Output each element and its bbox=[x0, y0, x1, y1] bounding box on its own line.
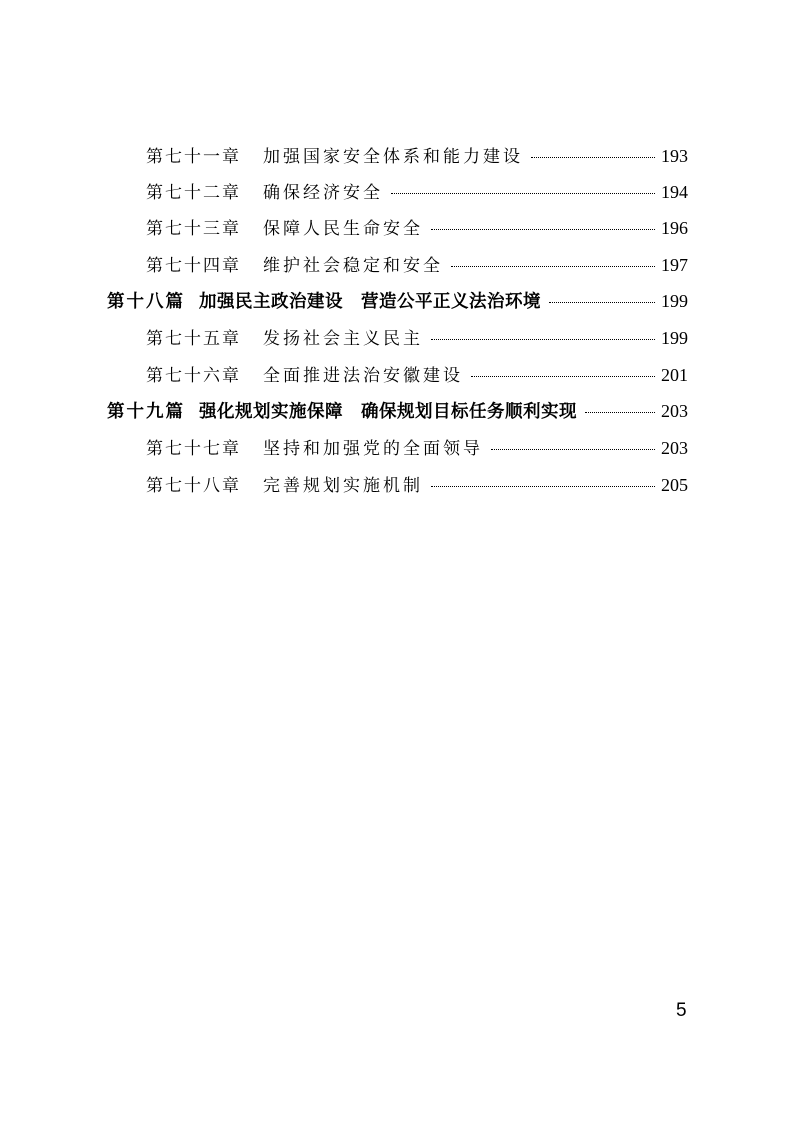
page-number: 194 bbox=[661, 182, 688, 202]
page-number: 193 bbox=[661, 146, 688, 166]
dot-leader bbox=[391, 193, 655, 194]
page-number: 203 bbox=[661, 438, 688, 458]
chapter-number: 第七十五章 bbox=[146, 329, 241, 349]
toc-entry-chapter-77[interactable] bbox=[146, 433, 688, 463]
toc-entry-chapter-71[interactable] bbox=[146, 141, 688, 171]
page-number: 199 bbox=[661, 328, 688, 348]
toc-entry-chapter-72[interactable] bbox=[146, 177, 688, 207]
chapter-title: 加强国家安全体系和能力建设 bbox=[263, 147, 523, 167]
chapter-title: 维护社会稳定和安全 bbox=[263, 256, 443, 276]
page-number: 201 bbox=[661, 365, 688, 385]
footer-page-number: 5 bbox=[676, 1000, 687, 1021]
dot-leader bbox=[451, 266, 655, 267]
dot-leader bbox=[431, 339, 655, 340]
part-subtitle: 确保规划目标任务顺利实现 bbox=[361, 402, 577, 422]
chapter-title: 坚持和加强党的全面领导 bbox=[263, 439, 483, 459]
chapter-number: 第七十六章 bbox=[146, 366, 241, 386]
part-number: 第十九篇 bbox=[107, 402, 185, 422]
toc-entry-chapter-73[interactable] bbox=[146, 213, 688, 243]
toc-entry-part-18[interactable] bbox=[107, 286, 688, 316]
chapter-number: 第七十一章 bbox=[146, 147, 241, 167]
dot-leader bbox=[585, 412, 655, 413]
chapter-number: 第七十七章 bbox=[146, 439, 241, 459]
chapter-number: 第七十二章 bbox=[146, 183, 241, 203]
page-number: 199 bbox=[661, 291, 688, 311]
toc-entry-part-19[interactable] bbox=[107, 396, 688, 426]
dot-leader bbox=[549, 302, 655, 303]
part-title: 强化规划实施保障 bbox=[199, 402, 343, 422]
dot-leader bbox=[471, 376, 655, 377]
toc-entry-chapter-75[interactable] bbox=[146, 323, 688, 353]
chapter-number: 第七十三章 bbox=[146, 219, 241, 239]
part-number: 第十八篇 bbox=[107, 292, 185, 312]
chapter-title: 完善规划实施机制 bbox=[263, 476, 423, 496]
chapter-title: 全面推进法治安徽建设 bbox=[263, 366, 463, 386]
chapter-number: 第七十四章 bbox=[146, 256, 241, 276]
dot-leader bbox=[431, 486, 655, 487]
chapter-title: 确保经济安全 bbox=[263, 183, 383, 203]
dot-leader bbox=[531, 157, 655, 158]
chapter-title: 发扬社会主义民主 bbox=[263, 329, 423, 349]
toc-entry-chapter-74[interactable] bbox=[146, 250, 688, 280]
page-number: 205 bbox=[661, 475, 688, 495]
part-title: 加强民主政治建设 bbox=[199, 292, 343, 312]
part-subtitle: 营造公平正义法治环境 bbox=[361, 292, 541, 312]
dot-leader bbox=[491, 449, 655, 450]
toc-entry-chapter-78[interactable] bbox=[146, 470, 688, 500]
page-number: 203 bbox=[661, 401, 688, 421]
toc-entry-chapter-76[interactable] bbox=[146, 360, 688, 390]
chapter-title: 保障人民生命安全 bbox=[263, 219, 423, 239]
page-number: 197 bbox=[661, 255, 688, 275]
chapter-number: 第七十八章 bbox=[146, 476, 241, 496]
dot-leader bbox=[431, 229, 655, 230]
page-number: 196 bbox=[661, 218, 688, 238]
